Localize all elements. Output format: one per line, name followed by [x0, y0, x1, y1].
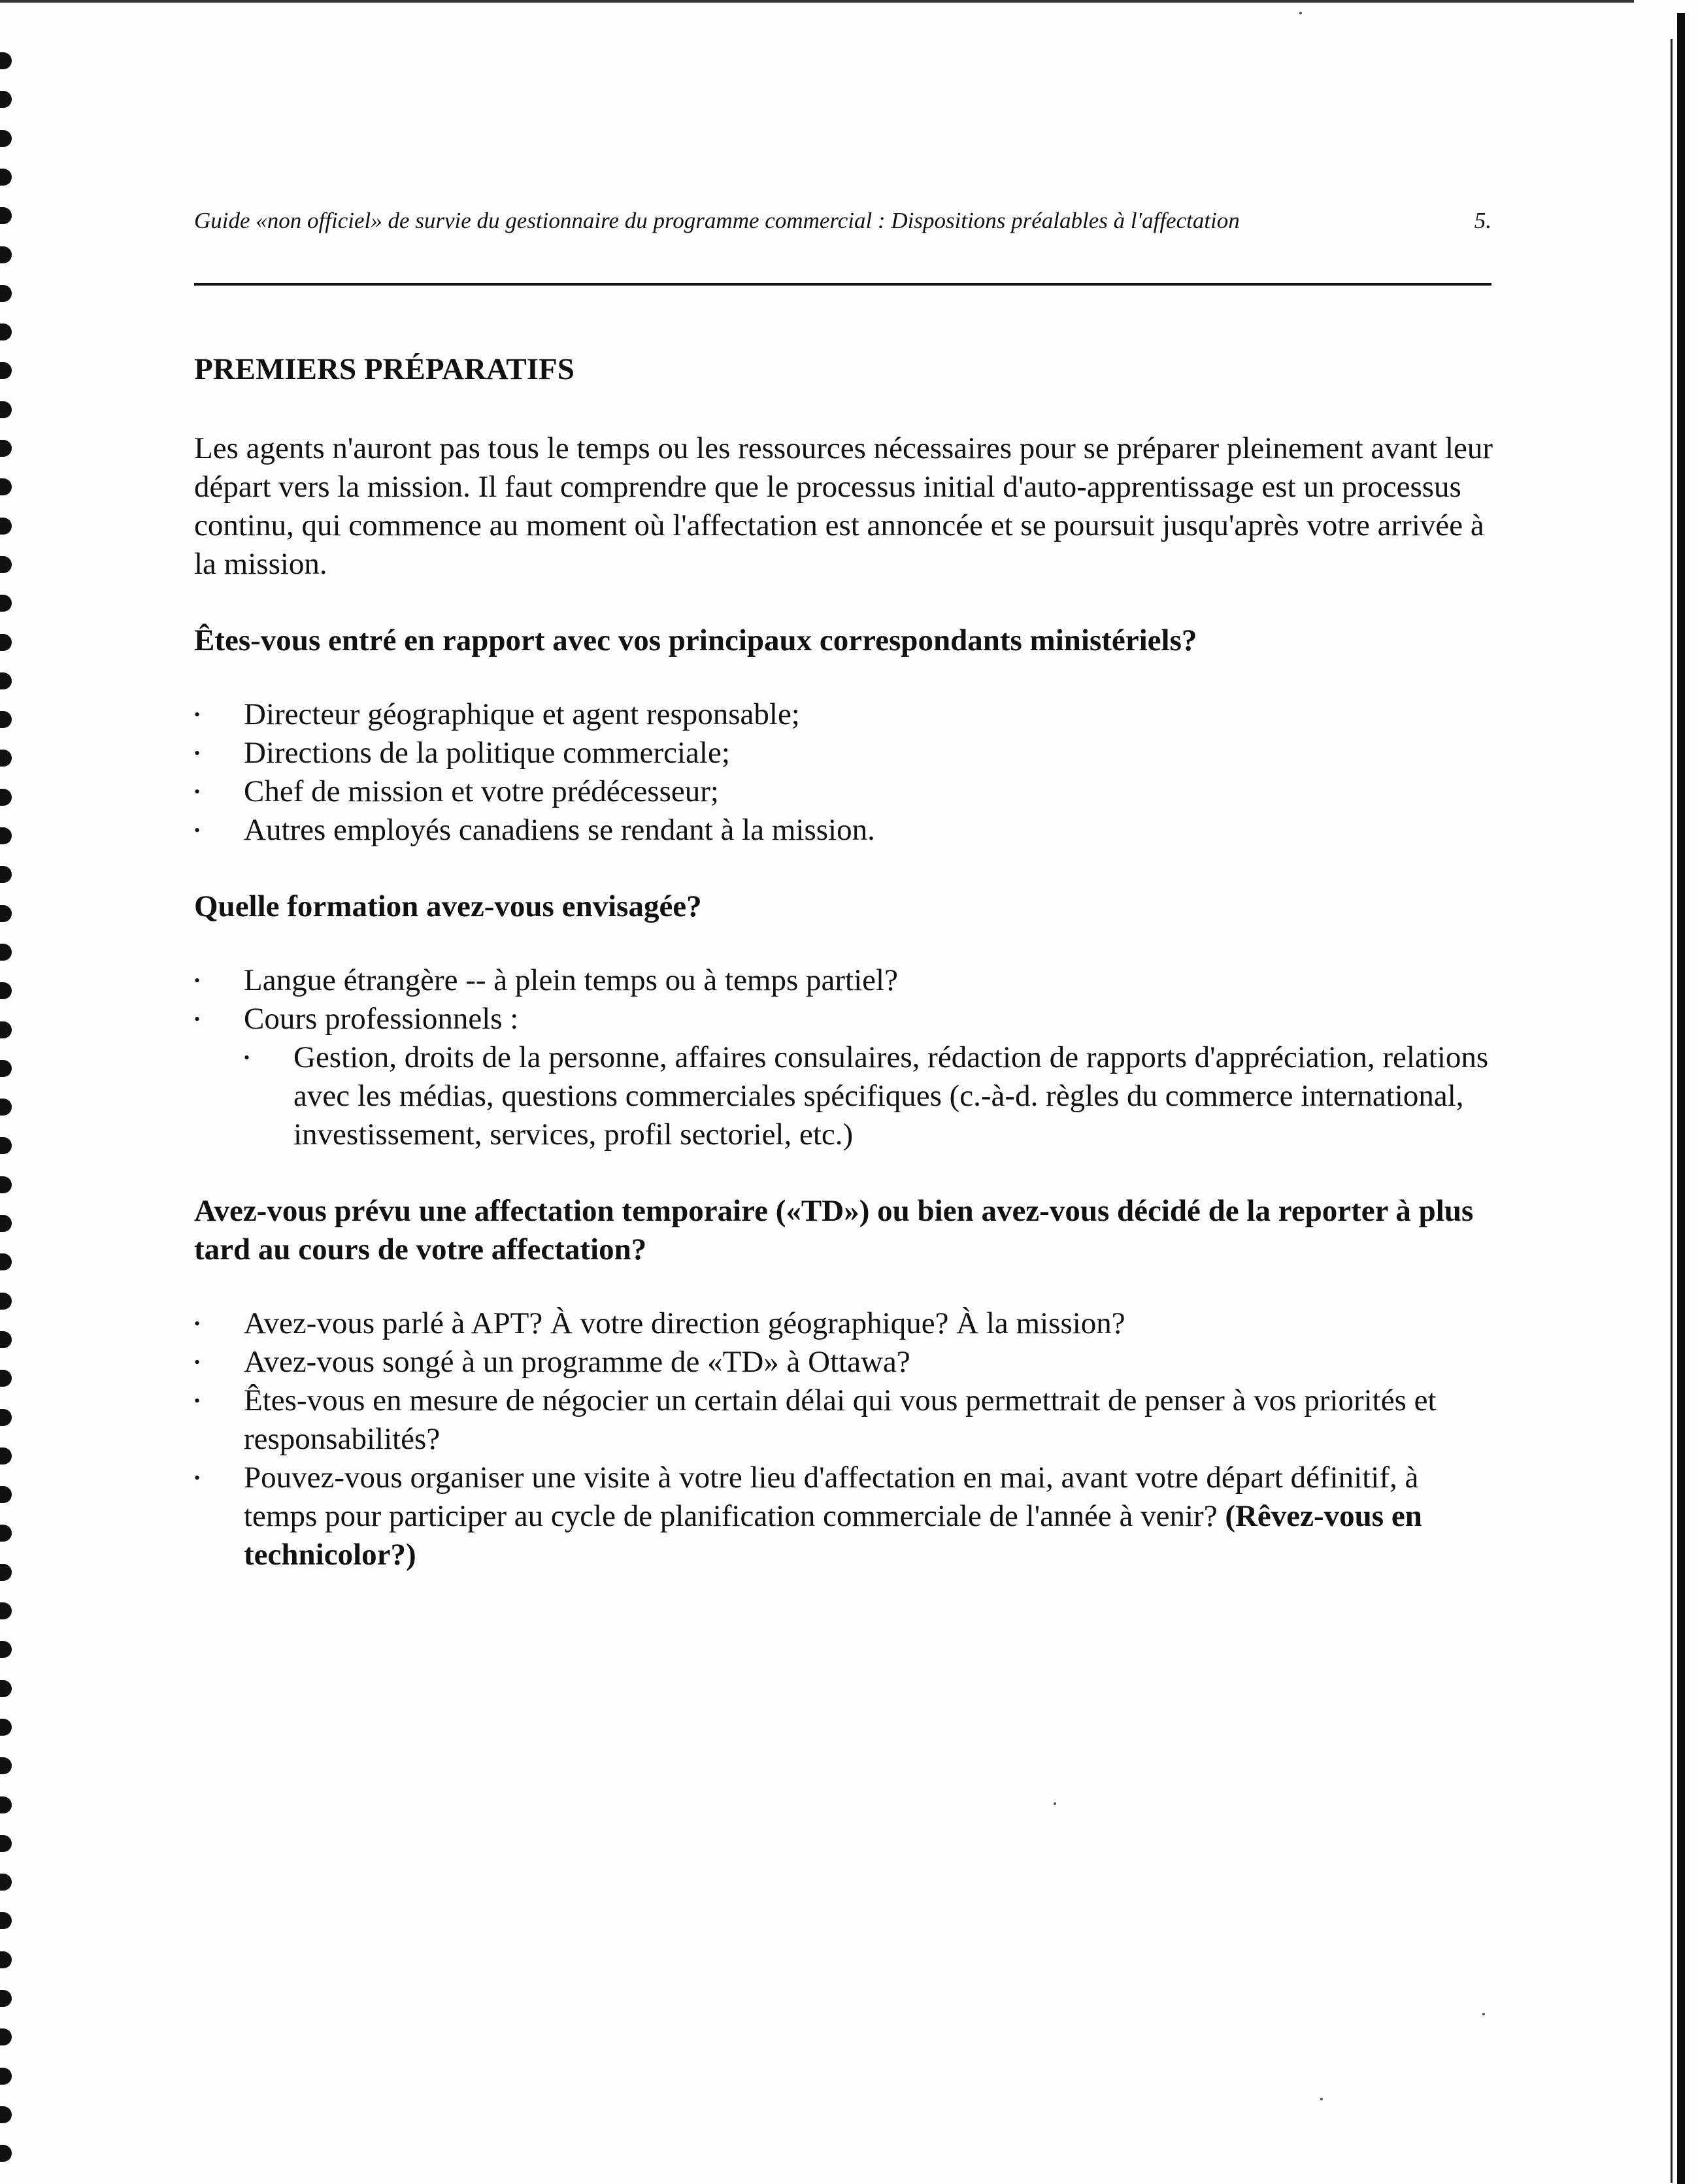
binding-hole	[0, 556, 12, 573]
binding-hole	[0, 1060, 12, 1077]
intro-paragraph: Les agents n'auront pas tous le temps ou les ressources nécessaires pour se préparer pleinement avant leur départ vers la mission. Il faut comprendre que le processus initial d'auto-apprentissage est un processus continu, qui commence au moment où l'affectation est annoncée et se poursuit jusqu'après votre arrivée à la mission.	[194, 431, 1493, 581]
list-item	[194, 1000, 1495, 1154]
binding-hole	[0, 982, 12, 999]
header-rule	[194, 283, 1491, 286]
binding-hole	[0, 1137, 12, 1154]
binding-hole	[0, 1564, 12, 1581]
list-item: • Autres employés canadiens se rendant à la mission.	[194, 811, 1495, 850]
sub-list-item: • Gestion, droits de la personne, affaires consulaires, rédaction de rapports d'appréciation, relations avec les médias, questions commerciales spécifiques (c.-à-d. règles du commerce international, investissement, services, profil sectoriel, etc.)	[244, 1038, 1495, 1154]
binding-hole	[0, 52, 12, 69]
scan-right-edge	[1677, 13, 1685, 2184]
binding-hole	[0, 1370, 12, 1387]
binding-hole	[0, 1719, 12, 1736]
binding-hole	[0, 1602, 12, 1619]
list-item-bold-text: (Rêvez-vous en technicolor?)	[244, 1499, 1422, 1572]
list-item: • Directeur géographique et agent responsable;	[194, 695, 1495, 734]
list-item: • Chef de mission et votre prédécesseur;	[194, 772, 1495, 811]
question-heading: Avez-vous prévu une affectation temporaire («TD») ou bien avez-vous décidé de la reporter à plus tard au cours de votre affectation?	[194, 1194, 1474, 1266]
binding-hole	[0, 905, 12, 922]
binding-hole	[0, 1990, 12, 2007]
binding-holes	[0, 13, 16, 2170]
binding-hole	[0, 1409, 12, 1426]
binding-hole	[0, 478, 12, 495]
binding-hole	[0, 1680, 12, 1697]
binding-hole	[0, 827, 12, 844]
bullet-list	[194, 695, 1495, 850]
binding-hole	[0, 1874, 12, 1891]
scan-right-edge-thin	[1671, 39, 1673, 2183]
binding-hole	[0, 1525, 12, 1542]
binding-hole	[0, 711, 12, 728]
section-title: PREMIERS PRÉPARATIFS	[194, 352, 574, 386]
binding-hole	[0, 2106, 12, 2123]
binding-hole	[0, 1099, 12, 1116]
binding-hole	[0, 207, 12, 224]
binding-hole	[0, 1448, 12, 1464]
binding-hole	[0, 1021, 12, 1038]
binding-hole	[0, 944, 12, 961]
list-item: • Langue étrangère -- à plein temps ou à temps partiel?	[194, 961, 1495, 1000]
binding-hole	[0, 1293, 12, 1310]
scan-top-edge	[0, 0, 1634, 3]
page-number: 5.	[1474, 208, 1491, 233]
list-item: • Avez-vous parlé à APT? À votre direction géographique? À la mission?	[194, 1304, 1495, 1343]
binding-hole	[0, 323, 12, 340]
binding-hole	[0, 246, 12, 263]
binding-hole	[0, 169, 12, 186]
scan-speck	[1482, 2013, 1485, 2015]
binding-hole	[0, 2145, 12, 2162]
list-item-text: Cours professionnels :	[244, 1002, 519, 1036]
binding-hole	[0, 1951, 12, 1968]
bullet-list	[194, 1304, 1495, 1574]
binding-hole	[0, 1796, 12, 1813]
binding-hole	[0, 1912, 12, 1929]
binding-hole	[0, 1331, 12, 1348]
bullet-list	[194, 961, 1495, 1154]
header-title: Guide «non officiel» de survie du gestionnaire du programme commercial : Dispositions préalables à l'affectation	[194, 208, 1240, 233]
binding-hole	[0, 362, 12, 379]
binding-hole	[0, 91, 12, 108]
binding-hole	[0, 595, 12, 612]
question-heading: Quelle formation avez-vous envisagée?	[194, 889, 702, 923]
binding-hole	[0, 440, 12, 457]
binding-hole	[0, 1641, 12, 1658]
list-item: • Directions de la politique commerciale;	[194, 734, 1495, 772]
scan-speck	[1299, 12, 1302, 14]
binding-hole	[0, 1835, 12, 1852]
binding-hole	[0, 401, 12, 418]
binding-hole	[0, 866, 12, 883]
binding-hole	[0, 1253, 12, 1270]
list-item	[194, 1459, 1495, 1574]
binding-hole	[0, 672, 12, 689]
binding-hole	[0, 789, 12, 806]
list-item: • Êtes-vous en mesure de négocier un certain délai qui vous permettrait de penser à vos priorités et responsabilités?	[194, 1382, 1495, 1459]
binding-hole	[0, 1486, 12, 1503]
scan-speck	[1054, 1802, 1056, 1805]
binding-hole	[0, 1176, 12, 1193]
binding-hole	[0, 130, 12, 147]
binding-hole	[0, 1215, 12, 1232]
binding-hole	[0, 634, 12, 651]
binding-hole	[0, 1757, 12, 1774]
binding-hole	[0, 2028, 12, 2045]
sub-bullet-list	[244, 1038, 1495, 1154]
page-body	[194, 350, 1495, 1612]
list-item-text: Pouvez-vous organiser une visite à votre lieu d'affectation en mai, avant votre départ définitif, à temps pour participer au cycle de planification commerciale de l'année à venir?	[244, 1461, 1419, 1533]
binding-hole	[0, 750, 12, 767]
binding-hole	[0, 2068, 12, 2085]
binding-hole	[0, 285, 12, 302]
binding-hole	[0, 518, 12, 535]
question-heading: Êtes-vous entré en rapport avec vos principaux correspondants ministériels?	[194, 623, 1197, 657]
scan-speck	[1320, 2098, 1323, 2100]
list-item: • Avez-vous songé à un programme de «TD» à Ottawa?	[194, 1343, 1495, 1382]
running-header	[194, 208, 1491, 234]
